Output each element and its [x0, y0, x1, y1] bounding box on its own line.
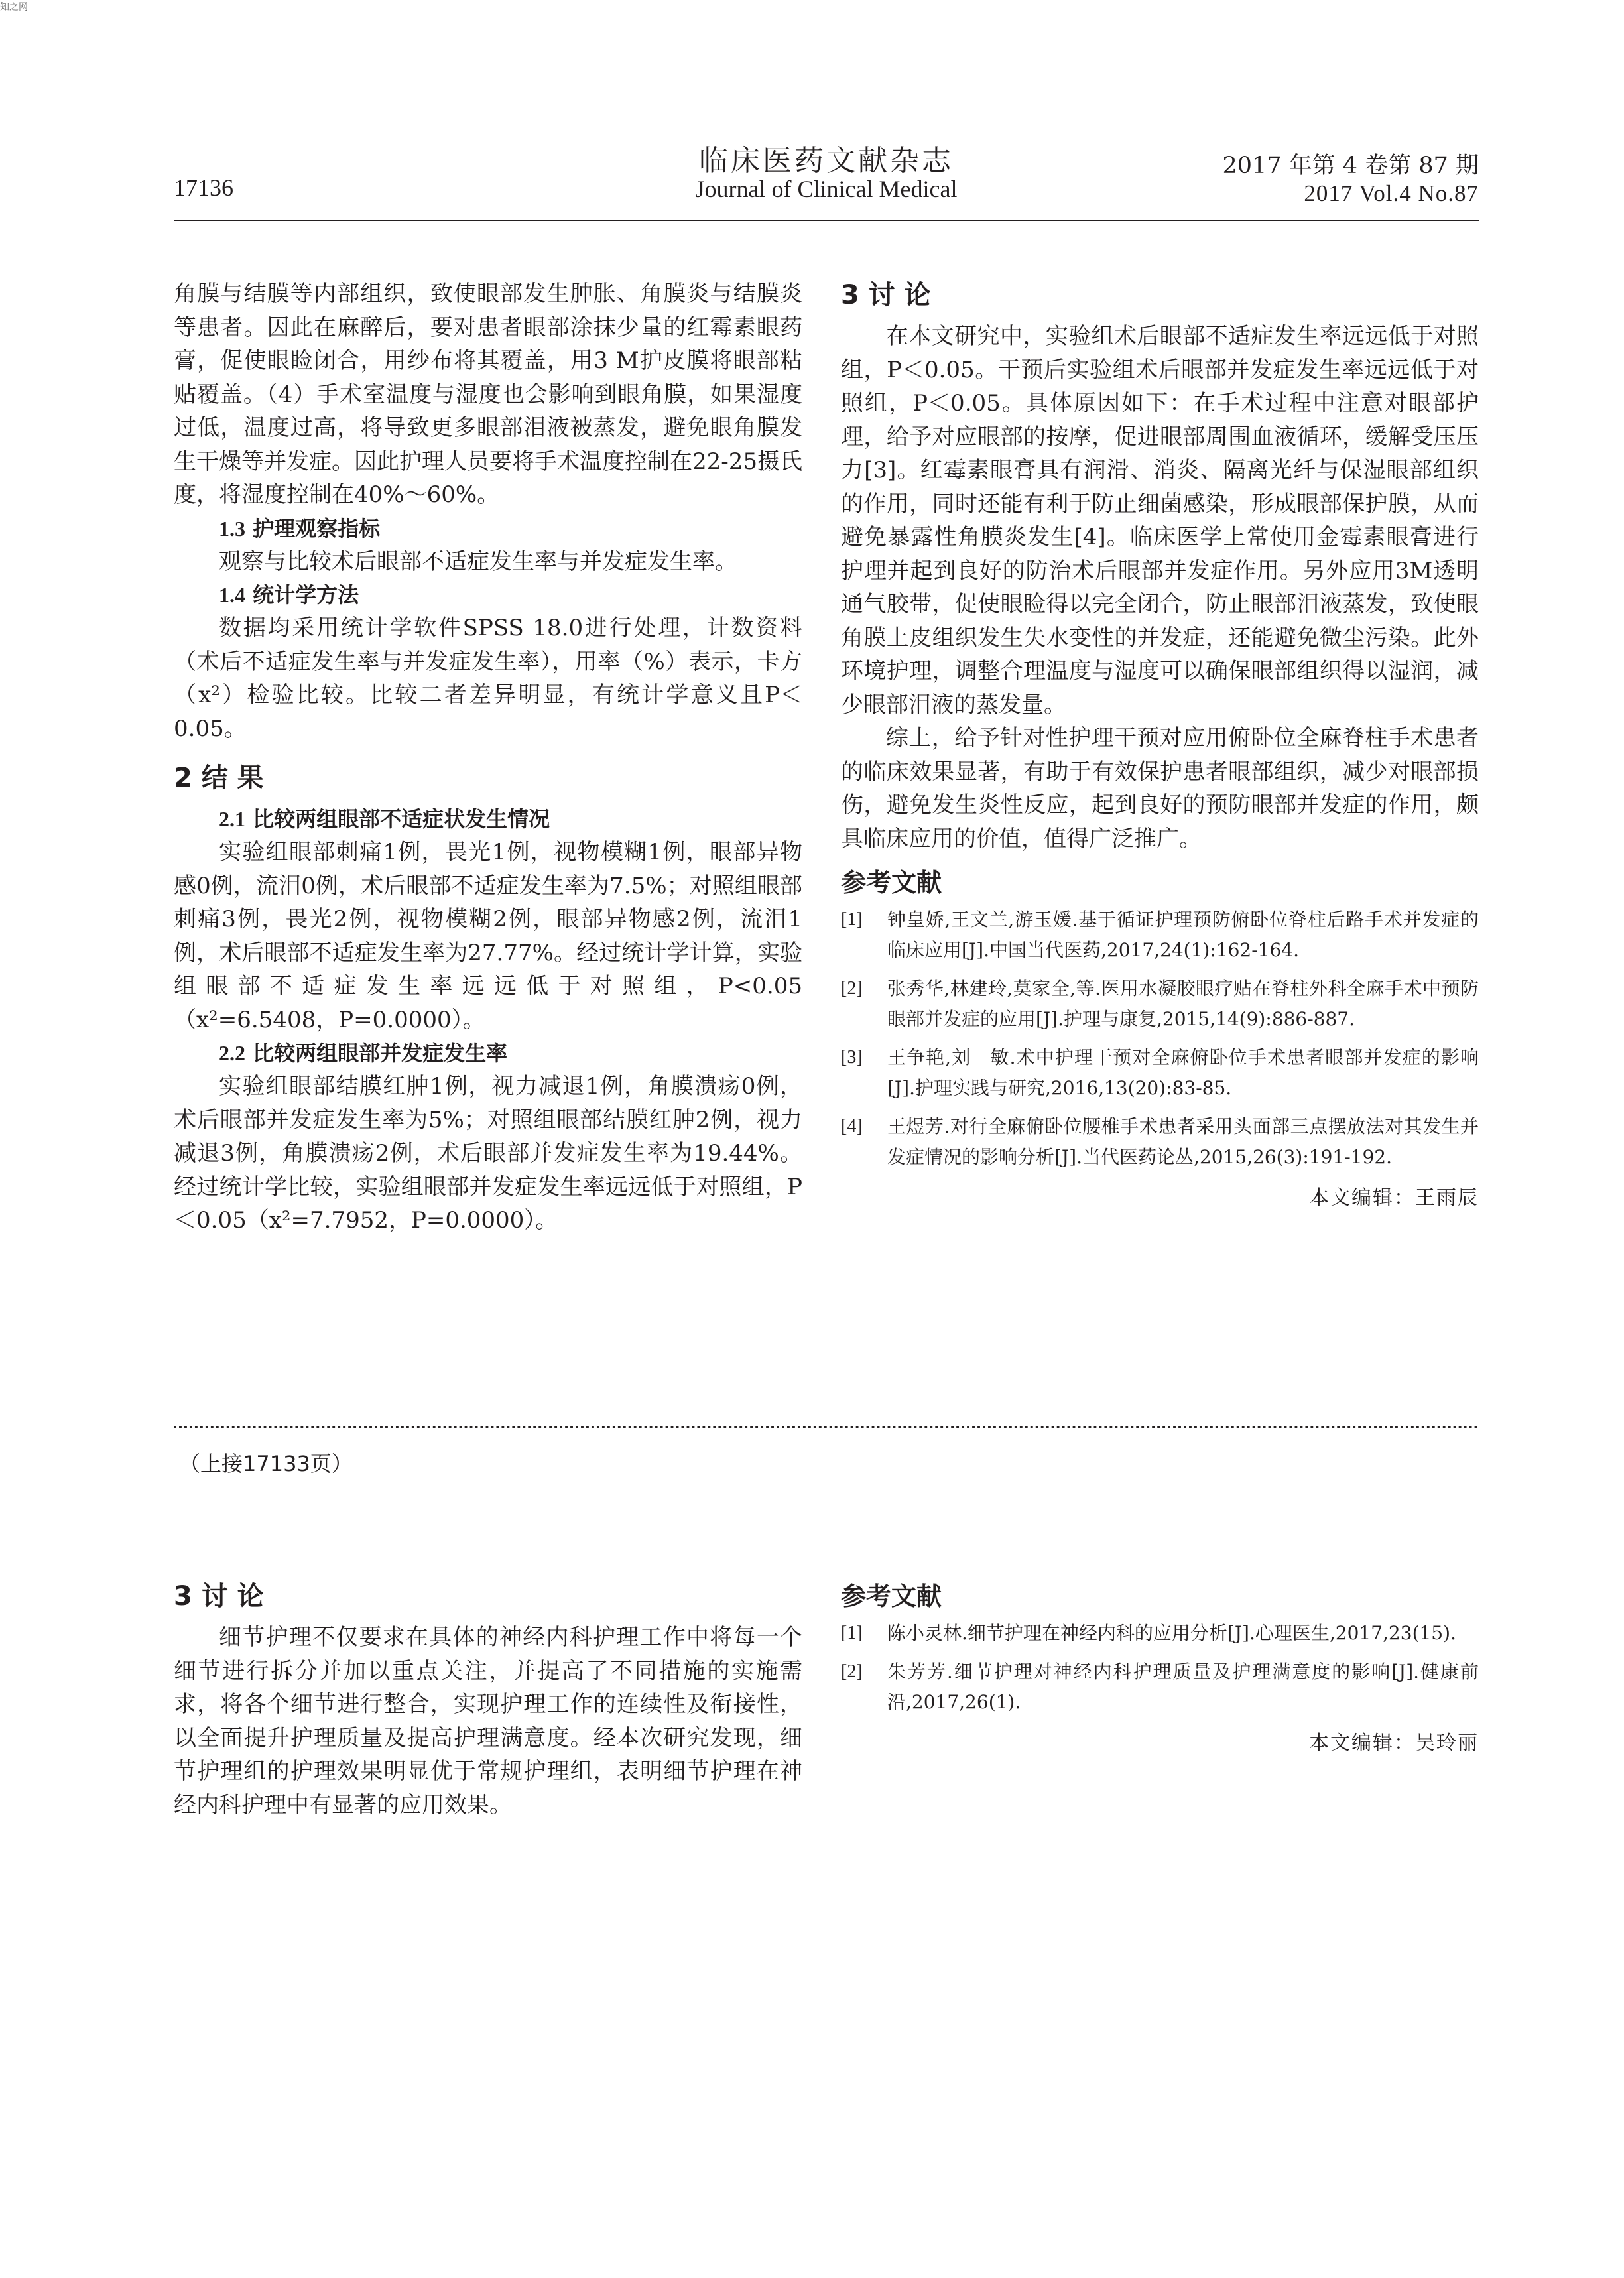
- subsection-heading-2-2: [174, 1037, 802, 1070]
- subsection-heading-1-3: [174, 512, 802, 545]
- references-heading: 参考文献: [841, 868, 942, 897]
- reference-number: [2]: [841, 978, 863, 999]
- reference-number: [3]: [841, 1047, 863, 1068]
- header-rule: [174, 220, 1479, 221]
- reference-item: [841, 1618, 1479, 1649]
- heading-text: 比较两组眼部并发症发生率: [253, 1041, 508, 1066]
- reference-item: [841, 974, 1479, 1035]
- reference-number: [2]: [841, 1661, 863, 1682]
- reference-text: 朱芳芳.细节护理对神经内科护理质量及护理满意度的影响[J].健康前沿,2017,26(1).: [887, 1661, 1479, 1713]
- issue-info-en: 2017 Vol.4 No.87: [1304, 180, 1479, 206]
- body-paragraph: 细节护理不仅要求在具体的神经内科护理工作中将每一个细节进行拆分并加以重点关注，并提高了不同措施的实施需求，将各个细节进行整合，实现护理工作的连续性及衔接性，以全面提升护理质量及提高护理满意度。经本次研究发现，细节护理组的护理效果明显优于常规护理组，表明细节护理在神经内科护理中有显著的应用效果。: [174, 1624, 802, 1818]
- reference-text: 王争艳,刘 敏.术中护理干预对全麻俯卧位手术患者眼部并发症的影响[J].护理实践与研究,2016,13(20):83-85.: [887, 1046, 1479, 1099]
- subsection-heading-1-4: [174, 578, 802, 611]
- section-heading-3-continued: 3 讨 论: [174, 1581, 264, 1612]
- heading-text: 比较两组眼部不适症状发生情况: [253, 806, 550, 832]
- reference-number: [1]: [841, 909, 863, 930]
- heading-number: 1.4: [219, 583, 245, 607]
- reference-item: [841, 1111, 1479, 1172]
- body-paragraph: 在本文研究中，实验组术后眼部不适症发生率远远低于对照组，P＜0.05。干预后实验组术后眼部并发症发生率远远低于对照组，P＜0.05。具体原因如下：在手术过程中注意对眼部护理，给予对应眼部的按摩，促进眼部周围血液循环，缓解受压压力[3]。红霉素眼膏具有润滑、消炎、隔离光纤与保湿眼部组织的作用，同时还能有利于防止细菌感染，形成眼部保护膜，从而避免暴露性角膜炎发生[4]。临床医学上常使用金霉素眼膏进行护理并起到良好的防治术后眼部并发症作用。另外应用3M透明通气胶带，促使眼睑得以完全闭合，防止眼部泪液蒸发，致使眼角膜上皮组织发生失水变性的并发症，还能避免微尘污染。此外环境护理，调整合理温度与湿度可以确保眼部组织得以湿润，减少眼部泪液的蒸发量。: [841, 323, 1479, 718]
- reference-number: [4]: [841, 1116, 863, 1137]
- page-header: [174, 133, 1479, 219]
- reference-text: 陈小灵林.细节护理在神经内科的应用分析[J].心理医生,2017,23(15).: [887, 1622, 1456, 1644]
- right-column: [841, 277, 1479, 1215]
- body-paragraph: 实验组眼部刺痛1例，畏光1例，视物模糊1例，眼部异物感0例，流泪0例，术后眼部不适症发生率为7.5%；对照组眼部刺痛3例，畏光2例，视物模糊2例，眼部异物感2例，流泪1例，术后眼部不适症发生率为27.77%。经过统计学计算，实验组眼部不适症发生率远远低于对照组，P<0.05（x²=6.5408，P=0.0000）。: [174, 839, 802, 1033]
- body-paragraph: 观察与比较术后眼部不适症发生率与并发症发生率。: [219, 548, 737, 575]
- references-heading: 参考文献: [841, 1582, 942, 1611]
- heading-number: 1.3: [219, 516, 245, 540]
- editor-credit: 本文编辑：王雨辰: [1309, 1186, 1479, 1210]
- section-divider: [174, 1426, 1479, 1428]
- reference-text: 张秀华,林建玲,莫家全,等.医用水凝胶眼疗贴在脊柱外科全麻手术中预防眼部并发症的应用[J].护理与康复,2015,14(9):886-887.: [887, 978, 1479, 1030]
- body-paragraph: 角膜与结膜等内部组织，致使眼部发生肿胀、角膜炎与结膜炎等患者。因此在麻醉后，要对患者眼部涂抹少量的红霉素眼药膏，促使眼睑闭合，用纱布将其覆盖，用3 M护皮膜将眼部粘贴覆盖。（4）手术室温度与湿度也会影响到眼角膜，如果湿度过低，温度过高，将导致更多眼部泪液被蒸发，避免眼角膜发生干燥等并发症。因此护理人员要将手术温度控制在22-25摄氏度，将湿度控制在40%～60%。: [174, 281, 803, 508]
- section-heading-2: 2 结 果: [174, 763, 264, 793]
- journal-title-cn: 临床医药文献杂志: [699, 144, 954, 178]
- reference-text: 王煜芳.对行全麻俯卧位腰椎手术患者采用头面部三点摆放法对其发生并发症情况的影响分析[J].当代医药论丛,2015,26(3):191-192.: [887, 1115, 1479, 1168]
- reference-item: [841, 1657, 1479, 1718]
- heading-number: 2.1: [219, 807, 245, 831]
- subsection-heading-2-1: [174, 802, 802, 836]
- continuation-note: （上接17133页）: [179, 1451, 353, 1476]
- reference-item: [841, 905, 1479, 966]
- body-paragraph: 数据均采用统计学软件SPSS 18.0进行处理，计数资料（术后不适症发生率与并发症发生率），用率（%）表示，卡方（x²）检验比较。比较二者差异明显，有统计学意义且P＜0.05。: [174, 615, 802, 742]
- reference-text: 钟皇娇,王文兰,游玉媛.基于循证护理预防俯卧位脊柱后路手术并发症的临床应用[J].中国当代医药,2017,24(1):162-164.: [887, 909, 1479, 961]
- reference-item: [841, 1043, 1479, 1104]
- heading-text: 护理观察指标: [253, 515, 381, 541]
- corner-watermark: 知之网: [0, 2, 28, 13]
- body-paragraph: 综上，给予针对性护理干预对应用俯卧位全麻脊柱手术患者的临床效果显著，有助于有效保护患者眼部组织，减少对眼部损伤，避免发生炎性反应，起到良好的预防眼部并发症的作用，颇具临床应用的价值，值得广泛推广。: [841, 725, 1479, 852]
- bottom-right-column: [841, 1578, 1479, 1760]
- issue-info-cn: 2017 年第 4 卷第 87 期: [1222, 153, 1479, 179]
- journal-title-en: Journal of Clinical Medical: [695, 176, 958, 202]
- heading-number: 2.2: [219, 1041, 245, 1065]
- section-heading-3: 3 讨 论: [841, 280, 931, 310]
- bottom-left-column: [174, 1578, 802, 1822]
- body-paragraph: 实验组眼部结膜红肿1例，视力减退1例，角膜溃疡0例，术后眼部并发症发生率为5%；对照组眼部结膜红肿2例，视力减退3例，角膜溃疡2例，术后眼部并发症发生率为19.44%。经过统计学比较，实验组眼部并发症发生率远远低于对照组，P＜0.05（x²=7.7952，P=0.0000）。: [174, 1073, 802, 1234]
- left-column: [174, 277, 802, 1237]
- reference-number: [1]: [841, 1623, 863, 1643]
- editor-credit: 本文编辑：吴玲丽: [1309, 1732, 1479, 1755]
- page-number: 17136: [174, 174, 233, 201]
- heading-text: 统计学方法: [253, 582, 359, 607]
